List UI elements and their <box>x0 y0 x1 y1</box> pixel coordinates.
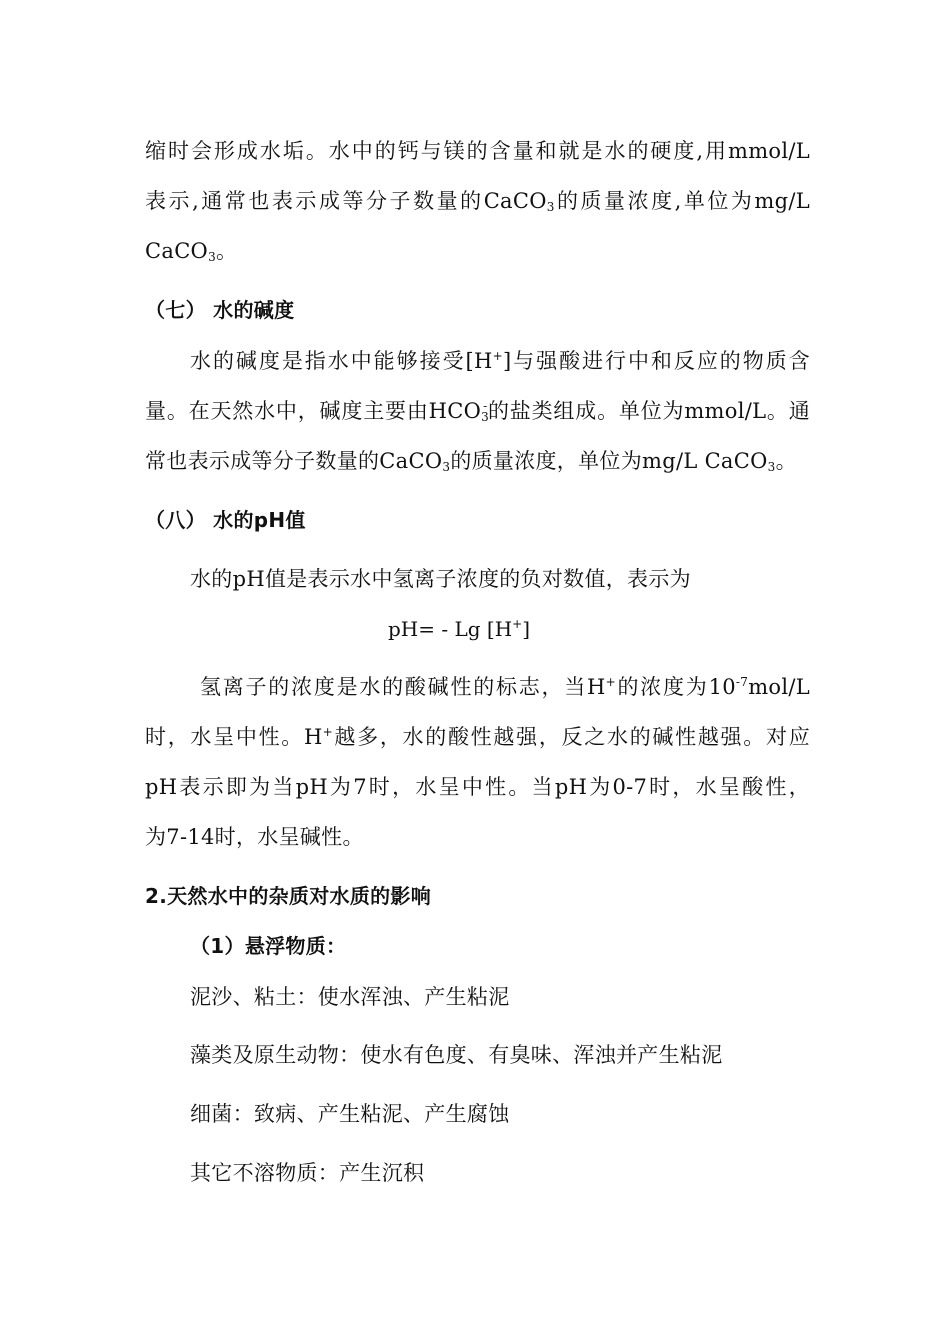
subscript: 3 <box>208 250 217 264</box>
subscript: 3 <box>442 460 451 474</box>
text: 表示,通常也表示成等分子数量的CaCO <box>145 189 547 213</box>
text: 的质量浓度,单位为mg/L <box>554 189 810 213</box>
text: 常也表示成等分子数量的CaCO <box>145 449 443 473</box>
list-item: 细菌：致病、产生粘泥、产生腐蚀 <box>190 1102 510 1126</box>
text: ]与强酸进行中和反应的物质含 <box>503 349 810 373</box>
text: CaCO <box>145 239 209 263</box>
text: 量。在天然水中，碱度主要由HCO <box>145 399 482 423</box>
hardness-line-3 <box>145 236 810 266</box>
subscript: 3 <box>481 410 490 424</box>
superscript: + <box>512 617 523 631</box>
text: ] <box>522 617 531 641</box>
superscript: + <box>605 675 617 689</box>
ph-line-1 <box>200 672 810 702</box>
text: 水的碱度是指水中能够接受[H <box>190 349 493 373</box>
text: 越多，水的酸性越强，反之水的碱性越强。对应 <box>332 725 810 749</box>
alkalinity-line-2 <box>145 396 810 426</box>
subheading-suspended-matter: （1）悬浮物质： <box>190 934 347 958</box>
text: 。 <box>775 449 797 473</box>
hardness-line-1 <box>145 136 810 166</box>
section-heading-ph: （八） 水的pH值 <box>145 508 306 532</box>
superscript: + <box>322 725 333 739</box>
text: 缩时会形成水垢。水中的钙与镁的含量和就是水的硬度,用mmol/L <box>145 139 810 163</box>
list-item: 藻类及原生动物：使水有色度、有臭味、浑浊并产生粘泥 <box>190 1043 723 1067</box>
text: 。 <box>216 239 238 263</box>
superscript: + <box>492 349 503 363</box>
alkalinity-line-3 <box>145 446 810 476</box>
section-heading-impurities: 2.天然水中的杂质对水质的影响 <box>145 884 432 908</box>
ph-line-4: 为7-14时，水呈碱性。 <box>145 825 364 849</box>
list-item: 其它不溶物质：产生沉积 <box>190 1161 425 1185</box>
ph-line-2 <box>145 722 810 752</box>
subscript: 3 <box>546 200 555 214</box>
alkalinity-line-1 <box>190 346 810 376</box>
text: 时，水呈中性。H <box>145 725 323 749</box>
ph-line-3: pH表示即为当pH为7时，水呈中性。当pH为0-7时，水呈酸性， <box>145 775 810 799</box>
superscript: -7 <box>735 675 749 689</box>
text: 的质量浓度，单位为mg/L CaCO <box>450 449 768 473</box>
ph-formula <box>388 614 530 644</box>
text: mol/L <box>748 675 810 699</box>
text: pH= - Lg [H <box>388 617 513 641</box>
text: 的浓度为10 <box>616 675 736 699</box>
subscript: 3 <box>767 460 776 474</box>
superscript: - <box>483 399 488 413</box>
ph-intro: 水的pH值是表示水中氢离子浓度的负对数值，表示为 <box>190 567 691 591</box>
list-item: 泥沙、粘土：使水浑浊、产生粘泥 <box>190 985 510 1009</box>
section-heading-alkalinity: （七） 水的碱度 <box>145 298 295 322</box>
text: 的盐类组成。单位为mmol/L。通 <box>487 399 810 423</box>
hardness-line-2 <box>145 186 810 216</box>
text: 氢离子的浓度是水的酸碱性的标志，当H <box>200 675 606 699</box>
